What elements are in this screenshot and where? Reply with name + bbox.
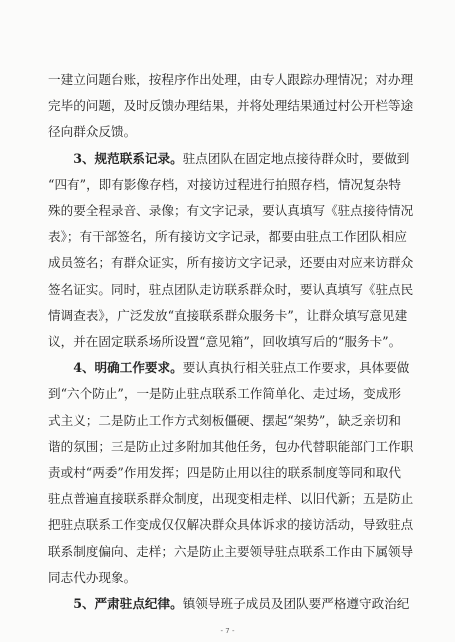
paragraph-section-5 xyxy=(48,591,416,617)
section-5-heading: 5、严肃驻点纪律。 xyxy=(73,596,183,612)
section-4-heading: 4、明确工作要求。 xyxy=(73,360,183,376)
text-line: 完毕的问题，及时反馈办理结果，并将处理结果通过村公开栏等途 xyxy=(48,98,414,114)
text-line: 径向群众反馈。 xyxy=(48,124,137,140)
text-line: 联系制度偏向、走样；六是防止主要领导驻点联系工作由下属领导 xyxy=(48,543,414,559)
text-line xyxy=(48,355,416,381)
page-number: - 7 - xyxy=(220,627,235,635)
paragraph-section-3 xyxy=(48,146,416,356)
text-line: 成员签名；有群众证实，所有接访文字记录，还要由对应来访群众 xyxy=(48,255,414,271)
text-line: 谐的氛围；三是防止过多附加其他任务，包办代替职能部门工作职 xyxy=(48,438,414,454)
text-line: 一建立问题台账，按程序作出处理，由专人跟踪办理情况；对办理 xyxy=(48,72,414,87)
text-line: 到“六个防止”，一是防止驻点联系工作简单化、走过场，变成形 xyxy=(48,386,401,402)
section-3-heading: 3、规范联系记录。 xyxy=(73,150,183,166)
text-line: 驻点普遍直接联系群众制度，出现变相走样、以旧代新；五是防止 xyxy=(48,491,414,507)
text-line: “四有”，即有影像存档，对接访过程进行拍照存档，情况复杂特 xyxy=(48,176,401,192)
paragraph-section-4 xyxy=(48,355,416,591)
paragraph-continuation xyxy=(48,67,416,146)
text-line: 殊的要全程录音、录像；有文字记录，要认真填写《驻点接待情况 xyxy=(48,203,414,219)
text-line: 议，并在固定联系场所设置“意见箱”，回收填写后的“服务卡”。 xyxy=(48,334,402,350)
text-segment: 驻点团队在固定地点接待群众时，要做到 xyxy=(182,150,410,166)
text-line: 签名证实。同时，驻点团队走访联系群众时，要认真填写《驻点民 xyxy=(48,281,414,297)
document-body xyxy=(48,67,416,617)
text-line: 情调查表》，广泛发放“直接联系群众服务卡”，让群众填写意见建 xyxy=(48,307,408,323)
text-line: 表》；有干部签名，所有接访文字记录，都要由驻点工作团队相应 xyxy=(48,229,407,245)
text-segment: 要认真执行相关驻点工作要求，具体要做 xyxy=(182,360,410,376)
text-line xyxy=(48,591,416,617)
text-line: 把驻点联系工作变成仅仅解决群众具体诉求的接访活动，导致驻点 xyxy=(48,517,414,533)
text-line: 责或村“两委”作用发挥；四是防止用以往的联系制度等同和取代 xyxy=(48,465,401,481)
text-segment: 镇领导班子成员及团队要严格遵守政治纪 xyxy=(182,596,410,612)
text-line: 同志代办现象。 xyxy=(48,569,137,585)
text-line xyxy=(48,146,416,172)
text-line: 式主义；二是防止工作方式刻板僵硬、摆起“架势”，缺乏亲切和 xyxy=(48,412,401,428)
